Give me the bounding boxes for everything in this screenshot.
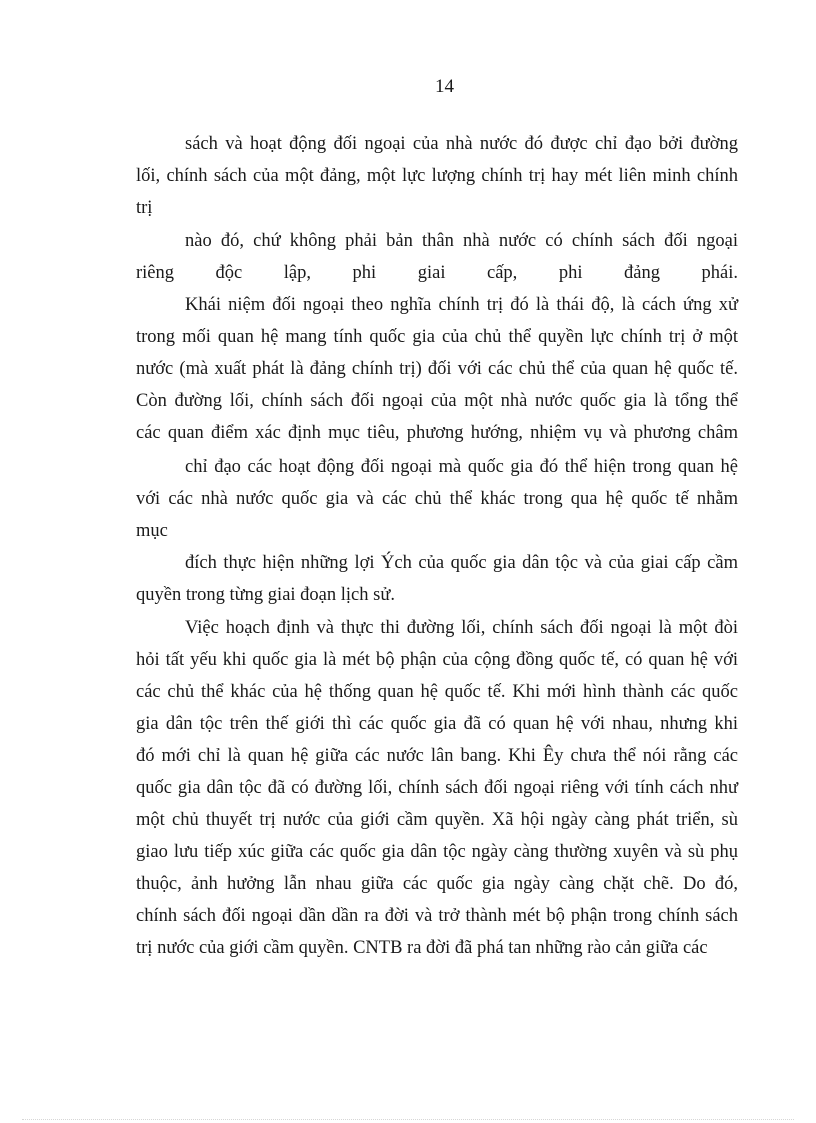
body-line: quốc gia dân tộc đã có đường lối, chính sách đối ngoại riêng với tính cách như: [136, 778, 738, 798]
body-line: các chủ thể khác của hệ thống quan hệ quốc tế. Khi mới hình thành các quốc: [136, 682, 738, 702]
body-line: Việc hoạch định và thực thi đường lối, chính sách đối ngoại là một đòi: [185, 618, 738, 638]
body-line: quyền trong từng giai đoạn lịch sử.: [136, 585, 395, 605]
body-line: lối, chính sách của một đảng, một lực lượng chính trị hay mét liên minh chính: [136, 166, 738, 186]
body-line: gia dân tộc trên thế giới thì các quốc gia đã có quan hệ với nhau, nhưng khi: [136, 714, 738, 734]
body-line: chính sách đối ngoại dần dần ra đời và trở thành mét bộ phận trong chính sách: [136, 906, 738, 926]
page-number: 14: [435, 76, 454, 97]
body-line: giao lưu tiếp xúc giữa các quốc gia dân tộc ngày càng thường xuyên và sù phụ: [136, 842, 738, 862]
body-line: với các nhà nước quốc gia và các chủ thể khác trong qua hệ quốc tế nhằm: [136, 489, 738, 509]
body-line: trị nước của giới cầm quyền. CNTB ra đời đã phá tan những rào cản giữa các: [136, 938, 708, 958]
body-line: các quan điểm xác định mục tiêu, phương hướng, nhiệm vụ và phương châm: [136, 423, 738, 443]
body-line: đó mới chỉ là quan hệ giữa các nước lân bang. Khi Êy chưa thể nói rằng các: [136, 746, 738, 766]
body-line: thuộc, ảnh hưởng lẫn nhau giữa các quốc gia ngày càng chặt chẽ. Do đó,: [136, 874, 738, 894]
body-line: trong mối quan hệ mang tính quốc gia của chủ thể quyền lực chính trị ở một: [136, 327, 738, 347]
page-bottom-divider: [22, 1119, 794, 1120]
body-line: trị: [136, 198, 153, 218]
body-line: nào đó, chứ không phải bản thân nhà nước có chính sách đối ngoại: [185, 231, 738, 251]
body-line: chỉ đạo các hoạt động đối ngoại mà quốc gia đó thể hiện trong quan hệ: [185, 457, 738, 477]
body-line: đích thực hiện những lợi Ých của quốc gia dân tộc và của giai cấp cầm: [185, 553, 738, 573]
body-line: riêng độc lập, phi giai cấp, phi đảng phái.: [136, 263, 738, 283]
body-line: mục: [136, 521, 168, 541]
body-line: nước (mà xuất phát là đảng chính trị) đối với các chủ thể của quan hệ quốc tế.: [136, 359, 738, 379]
body-line: hỏi tất yếu khi quốc gia là mét bộ phận của cộng đồng quốc tế, có quan hệ với: [136, 650, 738, 670]
body-line: Còn đường lối, chính sách đối ngoại của một nhà nước quốc gia là tổng thể: [136, 391, 738, 411]
body-line: một chủ thuyết trị nước của giới cầm quyền. Xã hội ngày càng phát triển, sù: [136, 810, 738, 830]
body-line: sách và hoạt động đối ngoại của nhà nước đó được chỉ đạo bởi đường: [185, 134, 738, 154]
body-line: Khái niệm đối ngoại theo nghĩa chính trị đó là thái độ, là cách ứng xử: [185, 295, 738, 315]
